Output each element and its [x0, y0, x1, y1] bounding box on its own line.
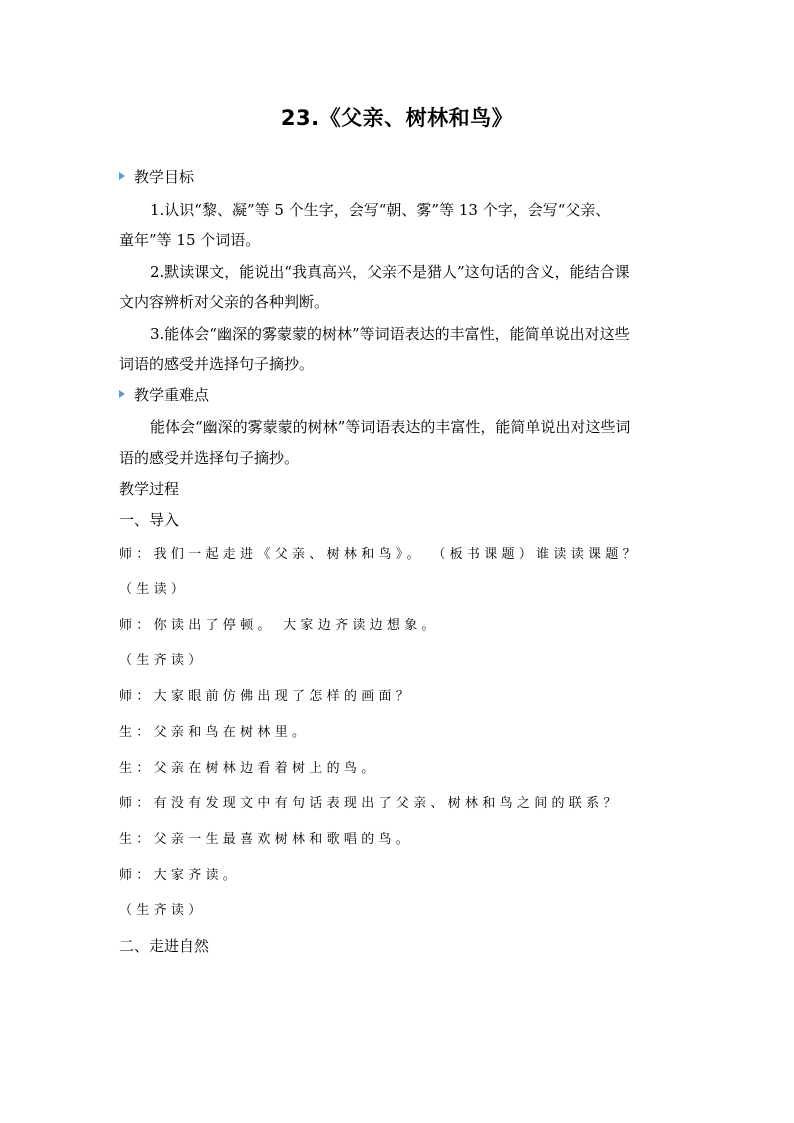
triangle-right-icon — [119, 172, 125, 180]
objectives-heading-text: 教学目标 — [134, 168, 195, 186]
objective-1-line-1: 1.认识“黎、凝”等 5 个生字，会写“朝、雾”等 13 个字，会写“父亲、 — [150, 201, 611, 219]
dialogue-line: 师：有没有发现文中有句话表现出了父亲、树林和鸟之间的联系？ — [119, 796, 621, 811]
objective-2-line-2: 文内容辨析对父亲的各种判断。 — [119, 293, 330, 311]
dialogue-line: 生：父亲在树林边看着树上的鸟。 — [119, 761, 379, 776]
objectives-heading — [119, 167, 194, 187]
page-title: 23.《父亲、树林和鸟》 — [280, 106, 514, 130]
objective-1-line-2: 童年”等 15 个词语。 — [119, 231, 261, 249]
objective-3-line-2: 词语的感受并选择句子摘抄。 — [119, 355, 315, 373]
dialogue-line: （生齐读） — [119, 903, 206, 918]
key-points-heading — [119, 385, 209, 405]
part-2-heading: 二、走进自然 — [119, 937, 210, 955]
key-points-line-1: 能体会“幽深的雾蒙蒙的树林”等词语表达的丰富性，能简单说出对这些词 — [150, 418, 631, 436]
dialogue-line: 师：我们一起走进《父亲、树林和鸟》。 （板书课题）谁读读课题？ — [119, 547, 640, 562]
dialogue-line: 生：父亲一生最喜欢树林和歌唱的鸟。 — [119, 832, 414, 847]
dialogue-line: （生齐读） — [119, 653, 206, 668]
dialogue-line: 师：大家齐读。 — [119, 868, 241, 883]
dialogue-line: 师：你读出了停顿。 大家边齐读边想象。 — [119, 618, 439, 633]
key-points-line-2: 语的感受并选择句子摘抄。 — [119, 449, 300, 467]
objective-3-line-1: 3.能体会“幽深的雾蒙蒙的树林”等词语表达的丰富性，能简单说出对这些 — [150, 325, 630, 343]
objective-2-line-1: 2.默读课文，能说出“我真高兴，父亲不是猎人”这句话的含义，能结合课 — [150, 263, 630, 281]
dialogue-line: 生：父亲和鸟在树林里。 — [119, 725, 310, 740]
dialogue-line: 师：大家眼前仿佛出现了怎样的画面？ — [119, 689, 414, 704]
part-1-heading: 一、导入 — [119, 511, 180, 529]
triangle-right-icon — [119, 390, 125, 398]
process-heading: 教学过程 — [119, 480, 180, 498]
dialogue-line: （生读） — [119, 582, 189, 597]
key-points-heading-text: 教学重难点 — [134, 386, 210, 404]
